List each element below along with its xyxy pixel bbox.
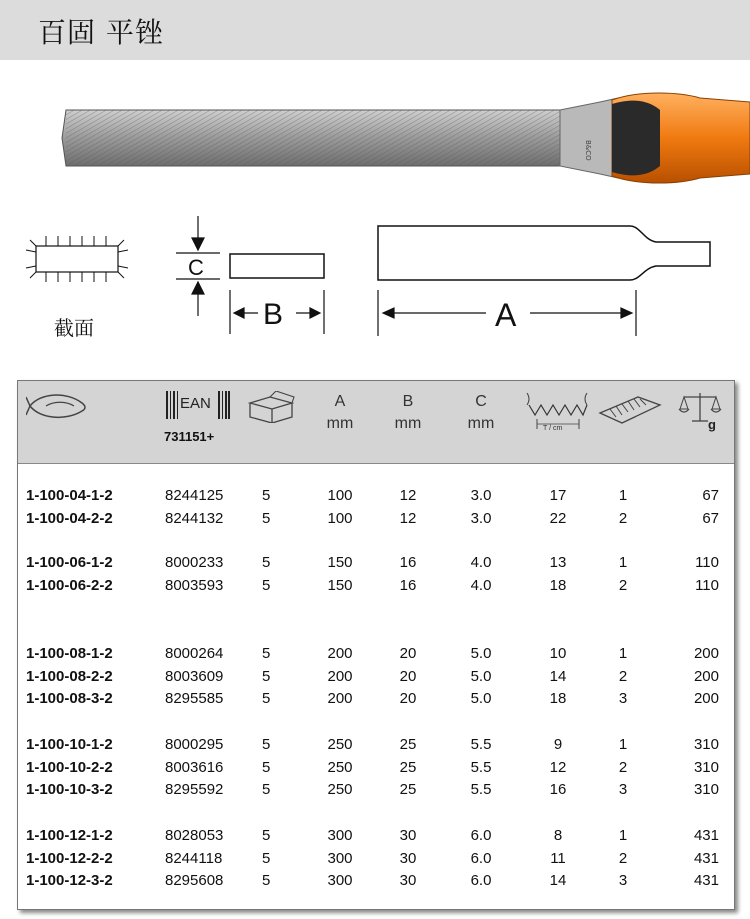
pack-quantity: 5 (262, 758, 271, 776)
product-code: 1-100-08-1-2 (26, 645, 113, 662)
length-a: 300 (327, 849, 353, 867)
ean-badge-label: EAN (180, 395, 211, 412)
cut-type: 3 (618, 872, 628, 890)
spec-table (17, 380, 735, 910)
thickness-c: 5.5 (470, 781, 492, 799)
file-outline (378, 226, 710, 280)
thickness-c: 5.0 (470, 667, 492, 685)
length-a: 250 (327, 758, 353, 776)
cut-type: 1 (618, 487, 628, 504)
weight-g: 110 (695, 554, 719, 571)
col-c-header: C mm (467, 393, 495, 432)
product-code: 1-100-10-3-2 (26, 781, 113, 799)
teeth-per-cm: 17 (549, 487, 567, 504)
teeth-per-cm: 8 (553, 827, 563, 844)
ean-number: 8295608 (165, 872, 224, 890)
thickness-c: 6.0 (470, 849, 492, 867)
table-row (18, 508, 734, 530)
width-b: 30 (399, 849, 417, 867)
weight-g: 310 (693, 736, 719, 753)
table-row (18, 848, 734, 870)
dim-c-label: C (188, 255, 204, 280)
product-file-image (0, 88, 750, 188)
length-a: 250 (327, 736, 353, 753)
thickness-c: 6.0 (470, 827, 492, 844)
cut-type: 2 (618, 667, 628, 685)
cut-type: 1 (618, 645, 628, 662)
weight-g: 110 (695, 576, 719, 594)
pack-quantity: 5 (262, 690, 271, 708)
table-row (18, 757, 734, 779)
pack-quantity: 5 (262, 781, 271, 799)
product-code: 1-100-06-2-2 (26, 576, 113, 594)
thickness-c: 3.0 (470, 509, 492, 527)
teeth-per-cm: 9 (553, 736, 563, 753)
ean-number: 8295592 (165, 781, 224, 799)
weight-g: 431 (693, 849, 719, 867)
width-b: 25 (399, 781, 417, 799)
pack-quantity: 5 (262, 645, 271, 662)
product-code: 1-100-04-2-2 (26, 509, 113, 527)
pack-quantity: 5 (262, 487, 271, 504)
width-b: 25 (399, 736, 417, 753)
thickness-c: 5.5 (470, 736, 492, 753)
table-row (18, 734, 734, 756)
ean-number: 8244125 (165, 487, 224, 504)
product-code: 1-100-08-3-2 (26, 690, 113, 708)
dim-b-label: B (263, 298, 284, 331)
width-b: 30 (399, 872, 417, 890)
thickness-c: 5.0 (470, 690, 492, 708)
product-code: 1-100-04-1-2 (26, 487, 113, 504)
width-b: 25 (399, 758, 417, 776)
pack-quantity: 5 (262, 827, 271, 844)
ean-number: 8244118 (165, 849, 223, 867)
teeth-per-cm: 16 (549, 781, 567, 799)
weight-g: 67 (702, 509, 719, 527)
teeth-per-cm: 14 (549, 872, 567, 890)
product-code: 1-100-12-3-2 (26, 872, 113, 890)
weight-g: 310 (693, 758, 719, 776)
teeth-per-cm: 10 (549, 645, 567, 662)
cut-type: 2 (618, 509, 628, 527)
width-b: 12 (399, 487, 417, 504)
product-code: 1-100-08-2-2 (26, 667, 113, 685)
length-a: 300 (327, 872, 353, 890)
length-a: 200 (327, 667, 353, 685)
header-bar (0, 0, 750, 60)
thickness-c: 6.0 (470, 872, 492, 890)
ean-number: 8003609 (165, 667, 224, 685)
teeth-per-cm: 11 (550, 849, 566, 867)
table-row (18, 825, 734, 847)
ean-number: 8244132 (165, 509, 224, 527)
svg-text:B&CO: B&CO (584, 140, 592, 161)
teeth-per-cm: 18 (549, 576, 567, 594)
pack-quantity: 5 (262, 509, 271, 527)
width-b: 16 (399, 554, 417, 571)
table-row (18, 643, 734, 665)
ean-number: 8003593 (165, 576, 224, 594)
cut-type-icon (598, 393, 662, 427)
product-code: 1-100-12-1-2 (26, 827, 113, 844)
ean-number: 8000233 (165, 554, 224, 571)
table-row (18, 575, 734, 597)
cut-type: 2 (618, 758, 628, 776)
thickness-c: 5.0 (470, 645, 492, 662)
ean-number: 8295585 (165, 690, 224, 708)
cut-type: 1 (618, 827, 628, 844)
width-b: 20 (399, 667, 417, 685)
fish-logo-icon (26, 389, 90, 423)
weight-g: 200 (693, 690, 719, 708)
thickness-c: 4.0 (470, 554, 492, 571)
pack-quantity: 5 (262, 849, 271, 867)
product-code: 1-100-10-1-2 (26, 736, 113, 753)
table-row (18, 688, 734, 710)
table-row (18, 870, 734, 892)
pack-quantity: 5 (262, 736, 271, 753)
table-row (18, 666, 734, 688)
teeth-per-cm: 22 (549, 509, 567, 527)
cut-type: 2 (618, 849, 628, 867)
col-b-header: B mm (394, 393, 422, 432)
ean-number: 8028053 (165, 827, 224, 844)
width-b: 20 (399, 690, 417, 708)
dim-a-label: A (495, 297, 517, 333)
ean-number: 8000295 (165, 736, 224, 753)
pack-quantity: 5 (262, 554, 271, 571)
cut-type: 2 (618, 576, 628, 594)
ean-number: 8000264 (165, 645, 224, 662)
weight-g: 431 (693, 827, 719, 844)
length-a: 150 (327, 576, 353, 594)
thickness-c: 3.0 (470, 487, 492, 504)
cut-type: 3 (618, 690, 628, 708)
table-row (18, 779, 734, 801)
length-a: 100 (327, 509, 353, 527)
length-a: 200 (327, 690, 353, 708)
ean-number: 8003616 (165, 758, 224, 776)
weight-g: 67 (702, 487, 719, 504)
teeth-unit-label: T / cm (543, 425, 563, 432)
weight-unit-label: g (708, 417, 716, 432)
product-code: 1-100-12-2-2 (26, 849, 113, 867)
width-b: 30 (399, 827, 417, 844)
pack-quantity: 5 (262, 667, 271, 685)
teeth-per-cm: 18 (549, 690, 567, 708)
cross-section-label: 截面 (54, 316, 94, 340)
width-b: 16 (399, 576, 417, 594)
length-a: 150 (327, 554, 353, 571)
weight-g: 200 (693, 645, 719, 662)
cut-type: 1 (618, 736, 628, 753)
col-a-header: A mm (326, 393, 354, 432)
product-code: 1-100-06-1-2 (26, 554, 113, 571)
product-code: 1-100-10-2-2 (26, 758, 113, 776)
pack-quantity: 5 (262, 576, 271, 594)
weight-g: 310 (693, 781, 719, 799)
package-box-icon (246, 391, 296, 423)
table-header (18, 381, 734, 464)
section-profile (230, 254, 324, 278)
page-title: 百固 平锉 (38, 16, 164, 49)
dimension-diagram (0, 200, 750, 350)
thickness-c: 4.0 (470, 576, 492, 594)
weight-g: 431 (693, 872, 719, 890)
length-a: 200 (327, 645, 353, 662)
cut-type: 1 (618, 554, 628, 571)
length-a: 300 (327, 827, 353, 844)
pack-quantity: 5 (262, 872, 271, 890)
length-a: 250 (327, 781, 353, 799)
teeth-per-cm: 14 (549, 667, 567, 685)
width-b: 20 (399, 645, 417, 662)
weight-g: 200 (693, 667, 719, 685)
table-row (18, 485, 734, 507)
teeth-per-cm: 12 (549, 758, 567, 776)
cross-section-icon (26, 236, 128, 282)
length-a: 100 (327, 487, 353, 504)
width-b: 12 (399, 509, 417, 527)
thickness-c: 5.5 (470, 758, 492, 776)
table-row (18, 552, 734, 574)
teeth-per-cm: 13 (549, 554, 567, 571)
cut-type: 3 (618, 781, 628, 799)
ean-prefix: 731151+ (164, 429, 215, 444)
